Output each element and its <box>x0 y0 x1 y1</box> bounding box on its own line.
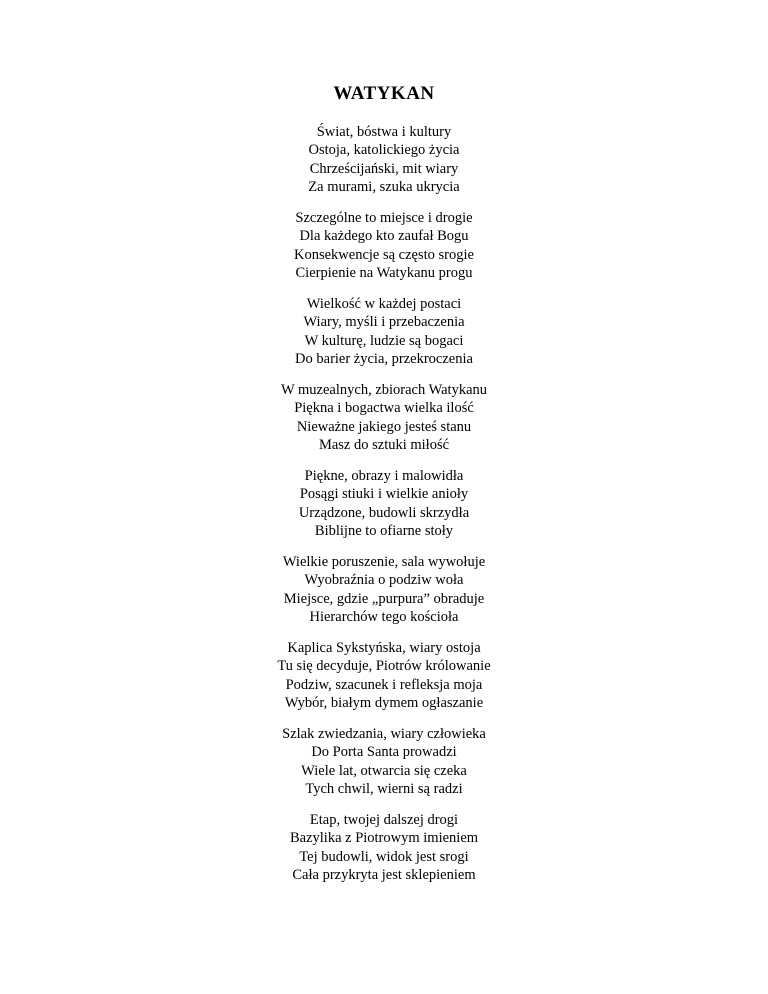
poem-line: Za murami, szuka ukrycia <box>308 179 460 196</box>
stanza-4 <box>0 381 768 455</box>
poem-line: Piękne, obrazy i malowidła <box>304 468 464 484</box>
poem-line: Tych chwil, wierni są radzi <box>305 781 463 798</box>
poem-line: Szczególne to miejsce i drogie <box>295 210 473 226</box>
poem-line: Nieważne jakiego jesteś stanu <box>296 418 472 435</box>
poem-line: Wielkość w każdej postaci <box>306 296 462 312</box>
poem-line: Masz do sztuki miłość <box>318 437 450 454</box>
poem-line: Etap, twojej dalszej drogi <box>309 812 459 828</box>
stanza-8 <box>0 725 768 799</box>
poem-line: Wyobraźnia o podziw woła <box>304 572 464 589</box>
poem-line: Wybór, białym dymem ogłaszanie <box>284 695 484 712</box>
poem-line: Tu się decyduje, Piotrów królowanie <box>277 658 491 675</box>
poem-line: Do barier życia, przekroczenia <box>295 351 473 368</box>
poem-line: Hierarchów tego kościoła <box>309 609 459 626</box>
poem-line: Biblijne to ofiarne stoły <box>314 523 454 540</box>
stanza-6 <box>0 553 768 627</box>
poem-line: Świat, bóstwa i kultury <box>316 124 452 140</box>
poem-line: Cała przykryta jest sklepieniem <box>292 867 476 884</box>
poem-line: W muzealnych, zbiorach Watykanu <box>280 382 488 398</box>
poem-line: Do Porta Santa prowadzi <box>311 744 457 761</box>
poem-line: Kaplica Sykstyńska, wiary ostoja <box>287 640 481 656</box>
poem-title: WATYKAN <box>333 83 435 104</box>
poem-line: Piękna i bogactwa wielka ilość <box>294 400 474 417</box>
poem-line: Cierpienie na Watykanu progu <box>295 265 473 282</box>
poem-line: Ostoja, katolickiego życia <box>308 142 460 159</box>
stanza-7 <box>0 639 768 713</box>
poem-line: Tej budowli, widok jest srogi <box>299 848 469 865</box>
poem-line: W kulturę, ludzie są bogaci <box>304 332 464 349</box>
stanza-2 <box>0 209 768 283</box>
stanza-3 <box>0 295 768 369</box>
poem-line: Szlak zwiedzania, wiary człowieka <box>282 726 486 742</box>
stanza-5 <box>0 467 768 541</box>
poem-line: Urządzone, budowli skrzydła <box>298 504 470 521</box>
poem-line: Wiele lat, otwarcia się czeka <box>301 762 467 779</box>
stanza-9 <box>0 811 768 885</box>
poem-line: Wiary, myśli i przebaczenia <box>303 314 465 331</box>
stanza-1 <box>0 123 768 197</box>
poem-line: Bazylika z Piotrowym imieniem <box>289 830 479 847</box>
poem-line: Chrześcijański, mit wiary <box>309 160 459 177</box>
poem-line: Konsekwencje są często srogie <box>294 246 474 263</box>
poem-line: Posągi stiuki i wielkie anioły <box>299 486 469 503</box>
poem-line: Miejsce, gdzie „purpura” obraduje <box>283 590 485 607</box>
poem-line: Dla każdego kto zaufał Bogu <box>299 228 469 245</box>
poem-line: Podziw, szacunek i refleksja moja <box>285 676 483 693</box>
poem-line: Wielkie poruszenie, sala wywołuje <box>282 554 486 570</box>
